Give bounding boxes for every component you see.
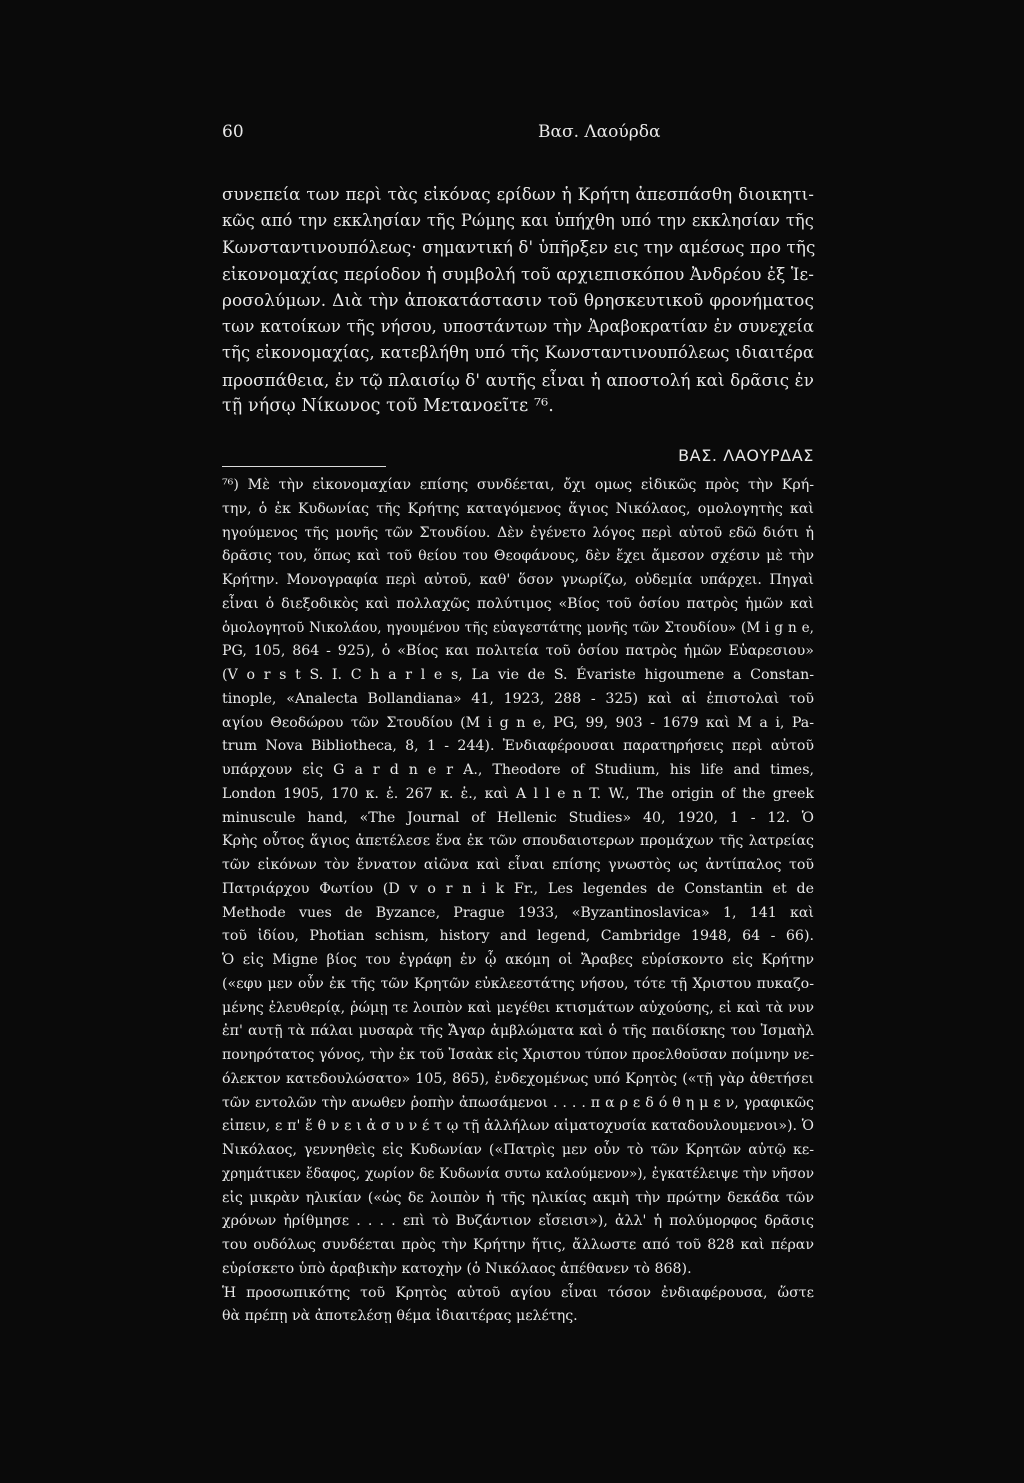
body-line: των κατοίκων τῆς νήσου, υποστάντων τὴν Ἀραβοκρατίαν ἐν συνεχεία <box>222 316 814 336</box>
running-header <box>222 122 812 146</box>
footnote-line: χρημάτικεν ἔδαφος, χωρίον δε Κυδωνία συτω καλούμενον»), ἐγκατέλειψε τὴν νῆσον <box>222 1165 814 1182</box>
footnote-block <box>222 474 814 1329</box>
footnote-line: θὰ πρέπῃ νὰ ἀποτελέσῃ θέμα ἰδιαιτέρας μελέτης. <box>222 1308 578 1325</box>
body-line: τῆς εἰκονομαχίας, κατεβλήθη υπό τῆς Κωνσταντινουπόλεως ιδιαιτέρα <box>222 343 814 362</box>
footnote-line: Ὁ εἰς Migne βίος του ἐγράφη ἐν ᾧ ακόμη οἱ Ἄραβες εὑρίσκοντο εἰς Κρήτην <box>222 952 814 968</box>
main-text <box>222 181 814 420</box>
body-line: ροσολύμων. Διὰ τὴν ἀποκατάστασιν τοῦ θρησκευτικοῦ φρονήματος <box>222 290 814 310</box>
footnote-line: («εφυ μεν οὖν ἐκ τῆς τῶν Κρητῶν εὐκλεεστάτης νήσου, τότε τῇ Χριστου πυκαζο- <box>222 975 814 992</box>
footnote-line: trum Nova Bibliotheca, 8, 1 - 244). Ἐνδιαφέρουσαι παρατηρήσεις περὶ αὐτοῦ <box>222 738 814 755</box>
footnote-line: Methode vues de Byzance, Prague 1933, «Byzantinoslavica» 1, 141 καὶ <box>222 904 814 921</box>
footnote-line: Κρήτην. Μονογραφία περὶ αὐτοῦ, καθ' ὅσον γνωρίζω, οὐδεμία υπάρχει. Πηγαὶ <box>222 572 814 588</box>
footnote-line: τῶν εἰκόνων τὸν ἔννατον αἰῶνα καὶ εἶναι επίσης γνωστὸς ως ἀντίπαλος τοῦ <box>222 857 814 873</box>
body-line: τῇ νήσῳ Νίκωνος τοῦ Μετανοεῖτε ⁷⁶. <box>222 396 554 416</box>
author-signature: ΒΑΣ. ΛΑΟΥΡΔΑΣ <box>678 446 814 465</box>
footnote-line: (V o r s t S. I. C h a r l e s, La vie de S. Évariste higoumene a Constan- <box>222 667 814 683</box>
footnote-line: Νικόλαος, γεννηθεὶς εἰς Κυδωνίαν («Πατρὶς μεν οὖν τὸ τῶν Κρητῶν αὐτῷ κε- <box>222 1142 814 1158</box>
footnote-line: μένης ἐλευθερίᾳ, ῥώμῃ τε λοιπὸν καὶ μεγέθει κτισμάτων αὐχούσης, εἰ καὶ τὰ νυν <box>222 999 814 1016</box>
footnote-line: ἐπ' αυτῇ τὰ πάλαι μυσαρὰ τῆς Ἄγαρ ἀμβλώματα καὶ ὁ τῆς παιδίσκης του Ἰσμαὴλ <box>222 1023 814 1040</box>
footnote-line: tinople, «Analecta Bollandiana» 41, 1923, 288 - 325) καὶ αἱ ἐπιστολαὶ τοῦ <box>222 690 814 707</box>
body-line: εἰκονομαχίας περίοδον ἡ συμβολή τοῦ αρχιεπισκόπου Ἀνδρέου ἐξ Ἱε- <box>222 263 814 284</box>
footnote-line: την, ὁ ἐκ Κυδωνίας τῆς Κρήτης καταγόμενος ἅγιος Νικόλαος, ομολογητὴς καὶ <box>222 500 814 517</box>
footnote-line: ⁷⁶) Μὲ τὴν εἰκονομαχίαν επίσης συνδέεται, ὄχι ομως εἰδικῶς πρὸς τὴν Κρή- <box>222 477 814 493</box>
footnote-line: London 1905, 170 κ. ἑ. 267 κ. ἑ., καὶ A l l e n T. W., The origin of the greek <box>222 785 814 802</box>
footnote-line: αγίου Θεοδώρου τῶν Στουδίου (M i g n e, PG, 99, 903 - 1679 καὶ M a i, Pa- <box>222 714 814 731</box>
signature-row <box>222 446 814 470</box>
footnote-line: τοῦ ἰδίου, Photian schism, history and legend, Cambridge 1948, 64 - 66). <box>222 928 814 945</box>
footnote-line: όλεκτον κατεδουλώσατο» 105, 865), ἐνδεχομένως υπό Κρητὸς («τῇ γὰρ ἀθετήσει <box>222 1070 814 1087</box>
footnote-rule <box>222 466 386 467</box>
body-line: Κωνσταντινουπόλεως· σημαντική δ' ὑπῆρξεν εις την αμέσως προ τῆς <box>222 237 816 257</box>
footnote-line: Ἡ προσωπικότης τοῦ Κρητὸς αὐτοῦ αγίου εἶναι τόσον ἐνδιαφέρουσα, ὥστε <box>222 1284 814 1301</box>
page-number: 60 <box>222 122 244 142</box>
footnote-line: PG, 105, 864 - 925), ὁ «Βίος και πολιτεία τοῦ ὁσίου πατρὸς ἡμῶν Εὐαρεσιου» <box>222 643 814 660</box>
footnote-line: του ουδόλως συνδέεται πρὸς τὴν Κρήτην ἥτις, ἄλλωστε από τοῦ 828 καὶ πέραν <box>222 1237 814 1253</box>
body-line: συνεπεία των περὶ τὰς εἰκόνας ερίδων ἡ Κρήτη ἀπεσπάσθη διοικητι- <box>222 184 814 204</box>
footnote-line: εἰπειν, ε π' ἔ θ ν ε ι ἀ σ υ ν έ τ ῳ τῇ ἀλλήλων αἱματοχυσία καταδουλουμενοι»). Ὁ <box>222 1118 814 1135</box>
footnote-line: πονηρότατος γόνος, τὴν ἐκ τοῦ Ἰσαὰκ εἰς Χριστου τύπον προελθοῦσαν ποίμνην νε- <box>222 1047 814 1063</box>
footnote-line: ὁμολογητοῦ Νικολάου, ηγουμένου τῆς εὐαγεστάτης μονῆς τῶν Στουδίου» (M i g n e, <box>222 619 814 636</box>
footnote-line: Πατριάρχου Φωτίου (D v o r n i k Fr., Les legendes de Constantin et de <box>222 880 814 897</box>
footnote-line: εὑρίσκετο ὑπὸ ἀραβικὴν κατοχὴν (ὁ Νικόλαος ἀπέθανεν τὸ 868). <box>222 1260 692 1277</box>
body-line: κῶς από την εκκλησίαν τῆς Ρώμης και ὑπήχθη υπό την εκκλησίαν τῆς <box>222 210 814 230</box>
footnote-line: minuscule hand, «The Journal of Hellenic Studies» 40, 1920, 1 - 12. Ὁ <box>222 809 814 826</box>
footnote-line: υπάρχουν εἰς G a r d n e r A., Theodore of Studium, his life and times, <box>222 762 814 778</box>
footnote-line: εἶναι ὁ διεξοδικὸς καὶ πολλαχῶς πολύτιμος «Βίος τοῦ ὁσίου πατρὸς ἡμῶν καὶ <box>222 595 814 612</box>
footnote-line: ηγούμενος τῆς μονῆς τῶν Στουδίου. Δὲν ἐγένετο λόγος περὶ αὐτοῦ εδῶ διότι ἡ <box>222 524 814 541</box>
body-line: προσπάθεια, ἐν τῷ πλαισίῳ δ' αυτῆς εἶναι ἡ αποστολή καὶ δρᾶσις ἐν <box>222 369 814 390</box>
footnote-line: τῶν εντολῶν τὴν ανωθεν ῥοπὴν ἀπωσάμενοι . . . . π α ρ ε δ ό θ η μ ε ν, γραφικῶς <box>222 1094 814 1111</box>
footnote-line: χρόνων ἠρίθμησε . . . . επὶ τὸ Βυζάντιον εἴσεισι»), ἀλλ' ἡ πολύμορφος δρᾶσις <box>222 1213 814 1230</box>
footnote-line: δρᾶσις του, ὅπως καὶ τοῦ θείου του Θεοφάνους, δὲν ἔχει ἄμεσον σχέσιν μὲ τὴν <box>222 548 814 565</box>
running-title: Βασ. Λαούρδα <box>538 122 661 142</box>
footnote-line: Κρὴς οὗτος ἅγιος ἀπετέλεσε ἕνα ἐκ τῶν σπουδαιοτερων προμάχων τῆς λατρείας <box>222 833 814 850</box>
footnote-line: εἰς μικρὰν ηλικίαν («ὡς δε λοιπὸν ἡ τῆς ηλικίας ακμὴ τὴν πρώτην δεκάδα τῶν <box>222 1189 814 1206</box>
